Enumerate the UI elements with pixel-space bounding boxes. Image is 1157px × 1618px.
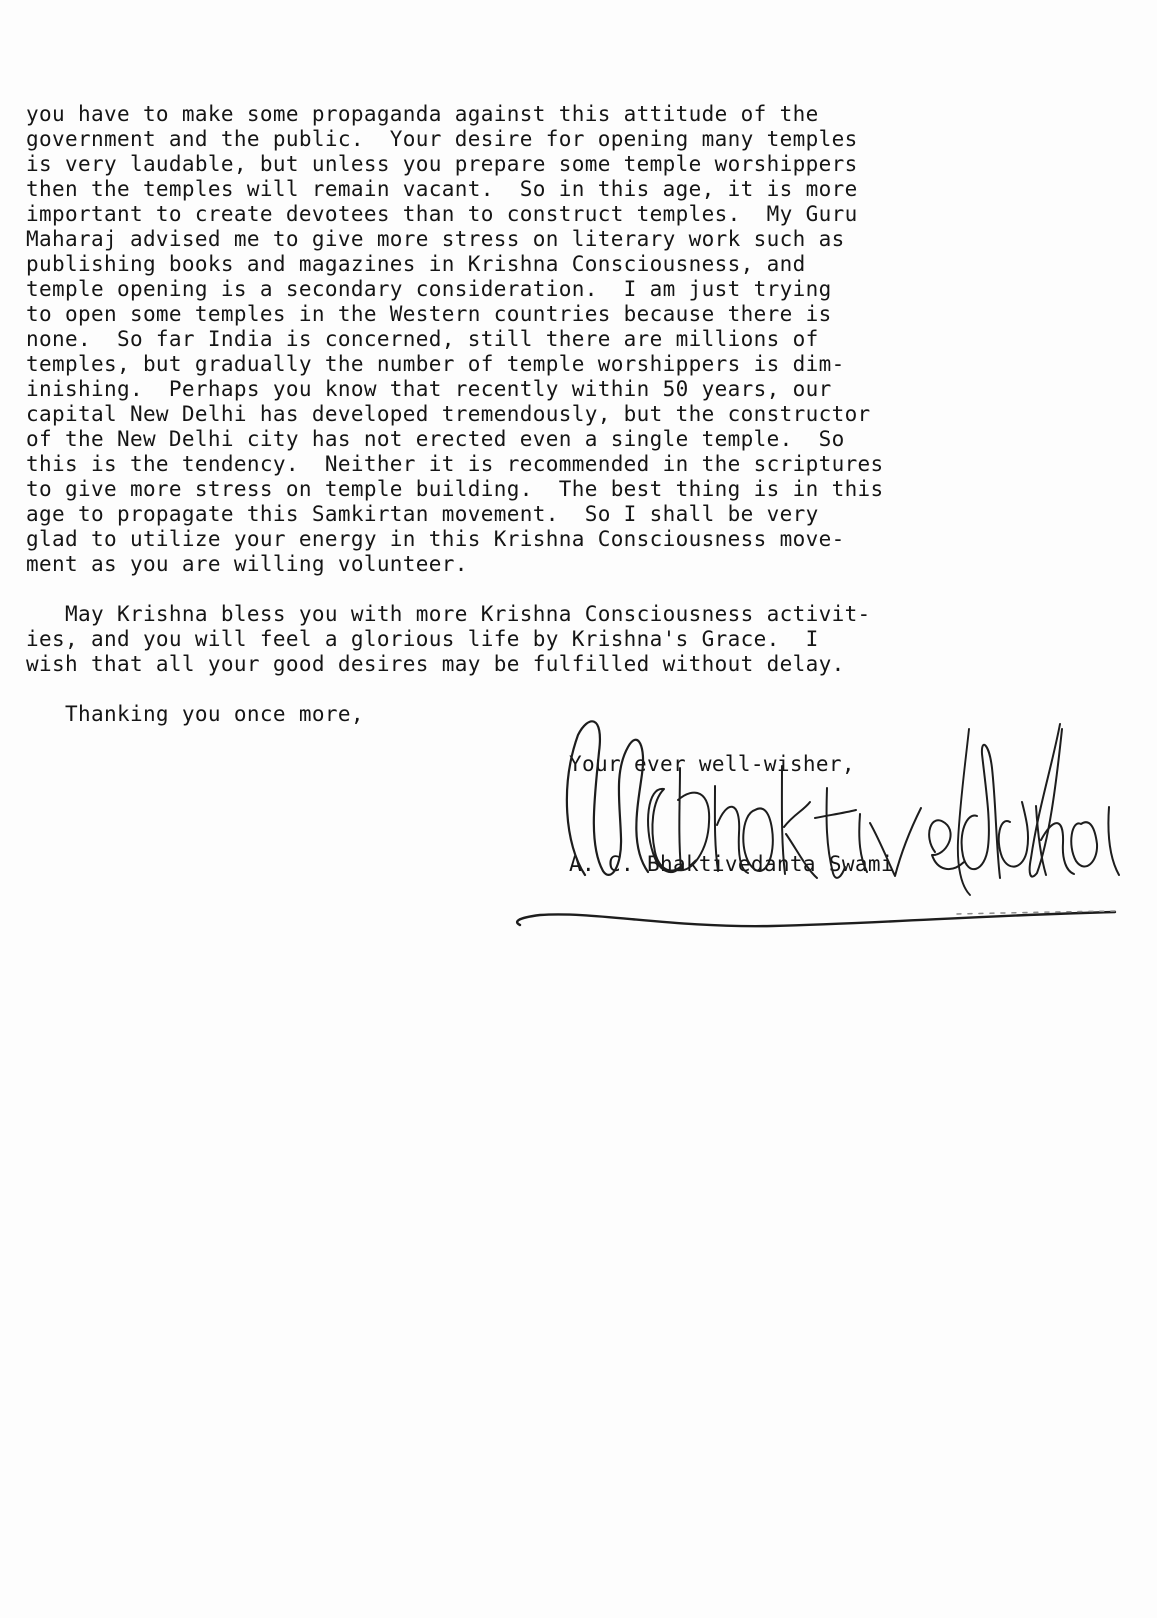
letter-body-line: government and the public. Your desire for opening many temples <box>26 127 858 151</box>
letter-body-line: age to propagate this Samkirtan movement. So I shall be very <box>26 502 819 526</box>
letter-body-line: this is the tendency. Neither it is recommended in the scriptures <box>26 452 884 476</box>
signature-stroke-swami <box>999 802 1119 875</box>
signature-stroke-c <box>648 789 683 872</box>
signature-stroke-bhak <box>678 766 817 878</box>
letter-body-line: important to create devotees than to construct temples. My Guru <box>26 202 858 226</box>
letter-body-line: to give more stress on temple building. The best thing is in this <box>26 477 884 501</box>
closing-line: Thanking you once more, <box>26 702 364 726</box>
letter-body-line: ment as you are willing volunteer. <box>26 552 468 576</box>
letter-body-line: inishing. Perhaps you know that recently within 50 years, our <box>26 377 832 401</box>
letter-body-line: temple opening is a secondary consideration. I am just trying <box>26 277 832 301</box>
letter-body-line: of the New Delhi city has not erected even a single temple. So <box>26 427 845 451</box>
letter-body-line: publishing books and magazines in Krishna Consciousness, and <box>26 252 806 276</box>
signature-stroke-a <box>567 721 648 875</box>
letter-body-line: Maharaj advised me to give more stress on literary work such as <box>26 227 845 251</box>
signature-stroke-tivedanta <box>815 745 1000 878</box>
signature-flourish <box>1030 724 1062 877</box>
letter-body-line: you have to make some propaganda against this attitude of the <box>26 102 819 126</box>
blessing-line: May Krishna bless you with more Krishna Consciousness activit- <box>26 602 871 626</box>
handwritten-signature <box>510 690 1130 950</box>
letter-body-line: is very laudable, but unless you prepare some temple worshippers <box>26 152 858 176</box>
salutation: Your ever well-wisher, <box>569 752 855 776</box>
letter-body-line: glad to utilize your energy in this Krishna Consciousness move- <box>26 527 845 551</box>
signature-accent <box>958 729 970 895</box>
letter-body-line: temples, but gradually the number of temple worshippers is dim- <box>26 352 845 376</box>
typed-name: A. C. Bhaktivedanta Swami <box>569 852 894 876</box>
letter-body-line: then the temples will remain vacant. So in this age, it is more <box>26 177 858 201</box>
letter-body-line: none. So far India is concerned, still there are millions of <box>26 327 819 351</box>
letter-body-line: to open some temples in the Western countries because there is <box>26 302 832 326</box>
blessing-line: ies, and you will feel a glorious life by Krishna's Grace. I <box>26 627 819 651</box>
blessing-line: wish that all your good desires may be fulfilled without delay. <box>26 652 845 676</box>
letter-body-line: capital New Delhi has developed tremendously, but the constructor <box>26 402 871 426</box>
signature-underline <box>517 912 1115 926</box>
